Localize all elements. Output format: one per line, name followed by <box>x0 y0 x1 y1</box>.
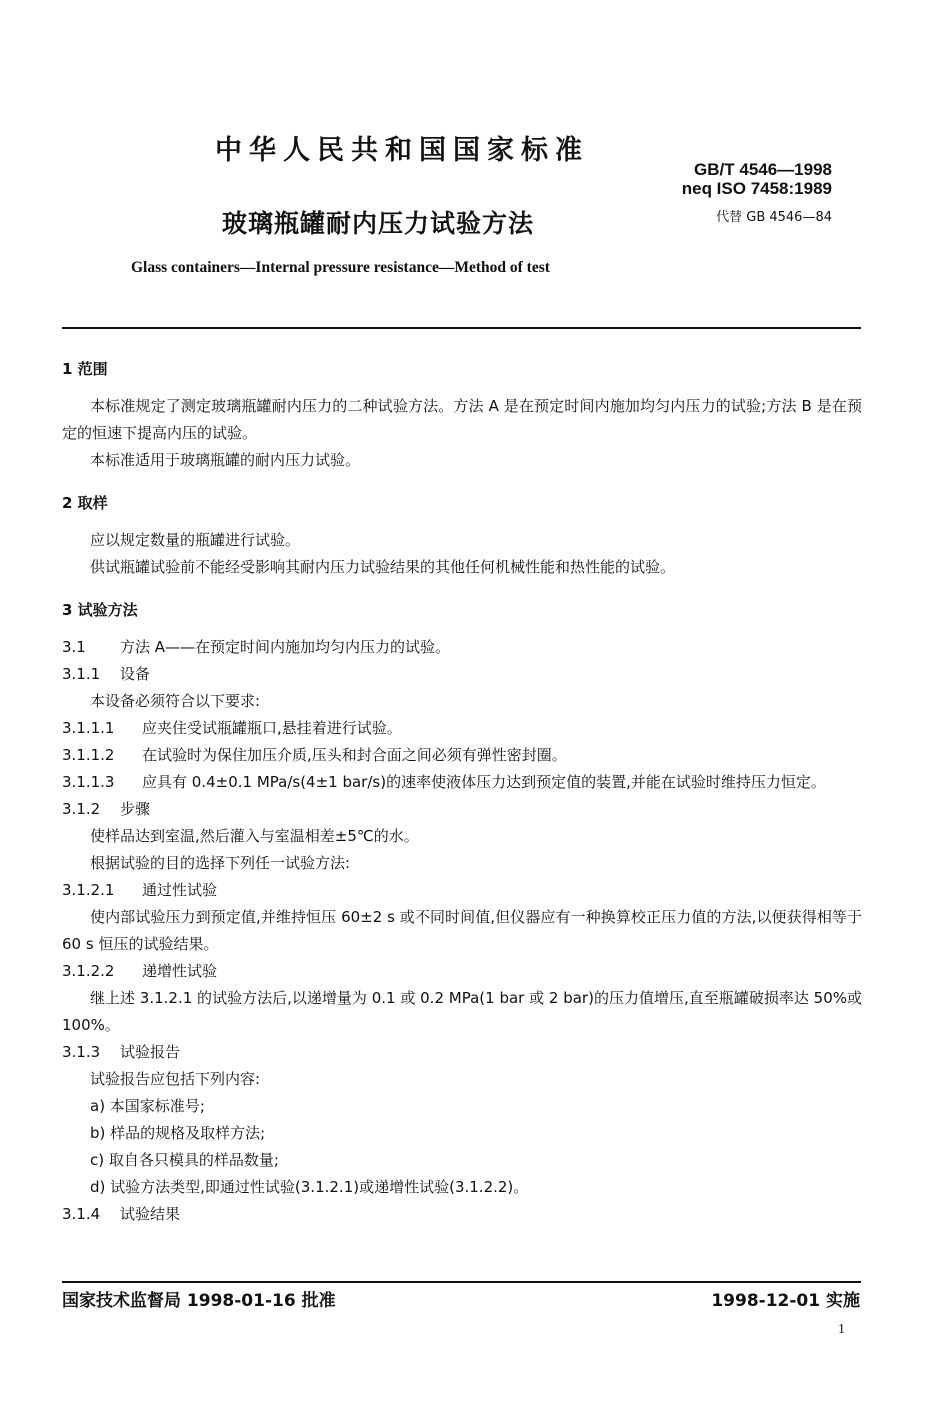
clause-3-1-1-1 <box>62 715 862 742</box>
clause-3-1-1-paragraph: 本设备必须符合以下要求: <box>90 692 261 710</box>
clause-text: 设备 <box>120 665 151 683</box>
replaces-note: 代替 GB 4546—84 <box>716 210 832 225</box>
clause-number: 3.1.2.2 <box>62 962 115 980</box>
section-2-paragraph-2: 供试瓶罐试验前不能经受影响其耐内压力试验结果的其他任何机械性能和热性能的试验。 <box>90 558 676 576</box>
clause-text: 试验报告 <box>120 1043 181 1061</box>
clause-text: 应具有 0.4±0.1 MPa/s(4±1 bar/s)的速率使液体压力达到预定值的装置,并能在试验时维持压力恒定。 <box>142 773 826 791</box>
clause-3-1-1 <box>62 661 862 688</box>
section-1-paragraph-1: 本标准规定了测定玻璃瓶罐耐内压力的二种试验方法。方法 A 是在预定时间内施加均匀内压力的试验;方法 B 是在预定的恒速下提高内压的试验。 <box>62 397 862 442</box>
report-item-d: d) 试验方法类型,即通过性试验(3.1.2.1)或递增性试验(3.1.2.2)。 <box>90 1178 529 1196</box>
clause-3-1-4 <box>62 1201 862 1228</box>
clause-3-1-2-paragraph-2: 根据试验的目的选择下列任一试验方法: <box>90 854 351 872</box>
national-standard-heading: 中华人民共和国国家标准 <box>215 135 589 166</box>
approval-date: 国家技术监督局 1998-01-16 批准 <box>62 1291 336 1311</box>
report-item-a: a) 本国家标准号; <box>90 1097 205 1115</box>
section-2-heading: 2 取样 <box>62 494 108 512</box>
header-divider <box>62 327 861 329</box>
clause-text: 步骤 <box>120 800 151 818</box>
standard-code: GB/T 4546—1998 <box>694 160 832 179</box>
implementation-date: 1998-12-01 实施 <box>711 1291 860 1311</box>
clause-number: 3.1.1.3 <box>62 773 115 791</box>
document-body <box>62 356 862 1228</box>
clause-number: 3.1.2 <box>62 800 101 818</box>
clause-number: 3.1.1.1 <box>62 719 115 737</box>
standard-code-block <box>682 160 832 227</box>
clause-3-1 <box>62 634 862 661</box>
clause-number: 3.1.2.1 <box>62 881 115 899</box>
clause-text: 通过性试验 <box>142 881 218 899</box>
clause-number: 3.1 <box>62 638 86 656</box>
clause-3-1-3 <box>62 1039 862 1066</box>
footer-divider <box>62 1281 861 1283</box>
page-number: 1 <box>838 1322 845 1337</box>
document-title-en: Glass containers—Internal pressure resistance—Method of test <box>131 259 550 276</box>
document-title-cn: 玻璃瓶罐耐内压力试验方法 <box>222 209 535 238</box>
section-1-heading: 1 范围 <box>62 360 108 378</box>
clause-3-1-2-1-paragraph: 使内部试验压力到预定值,并维持恒压 60±2 s 或不同时间值,但仪器应有一种换算校正压力值的方法,以便获得相等于 60 s 恒压的试验结果。 <box>62 908 862 953</box>
clause-3-1-2-2-paragraph: 继上述 3.1.2.1 的试验方法后,以递增量为 0.1 或 0.2 MPa(1 bar 或 2 bar)的压力值增压,直至瓶罐破损率达 50%或 100%。 <box>62 989 862 1034</box>
report-item-c: c) 取自各只模具的样品数量; <box>90 1151 279 1169</box>
section-1-paragraph-2: 本标准适用于玻璃瓶罐的耐内压力试验。 <box>90 451 361 469</box>
clause-text: 递增性试验 <box>142 962 218 980</box>
clause-number: 3.1.1.2 <box>62 746 115 764</box>
clause-text: 在试验时为保住加压介质,压头和封合面之间必须有弹性密封圈。 <box>142 746 567 764</box>
report-item-b: b) 样品的规格及取样方法; <box>90 1124 266 1142</box>
clause-number: 3.1.3 <box>62 1043 101 1061</box>
clause-3-1-1-3 <box>62 769 862 796</box>
clause-3-1-3-paragraph: 试验报告应包括下列内容: <box>90 1070 261 1088</box>
clause-3-1-2-paragraph-1: 使样品达到室温,然后灌入与室温相差±5℃的水。 <box>90 827 419 845</box>
clause-3-1-2-2 <box>62 958 862 985</box>
neq-reference: neq ISO 7458:1989 <box>681 179 832 198</box>
clause-number: 3.1.1 <box>62 665 101 683</box>
clause-3-1-2 <box>62 796 862 823</box>
clause-number: 3.1.4 <box>62 1205 101 1223</box>
clause-3-1-2-1 <box>62 877 862 904</box>
section-3-heading: 3 试验方法 <box>62 601 138 619</box>
clause-3-1-1-2 <box>62 742 862 769</box>
clause-text: 应夹住受试瓶罐瓶口,悬挂着进行试验。 <box>142 719 402 737</box>
clause-text: 方法 A——在预定时间内施加均匀内压力的试验。 <box>120 638 451 656</box>
section-2-paragraph-1: 应以规定数量的瓶罐进行试验。 <box>90 531 301 549</box>
clause-text: 试验结果 <box>120 1205 181 1223</box>
